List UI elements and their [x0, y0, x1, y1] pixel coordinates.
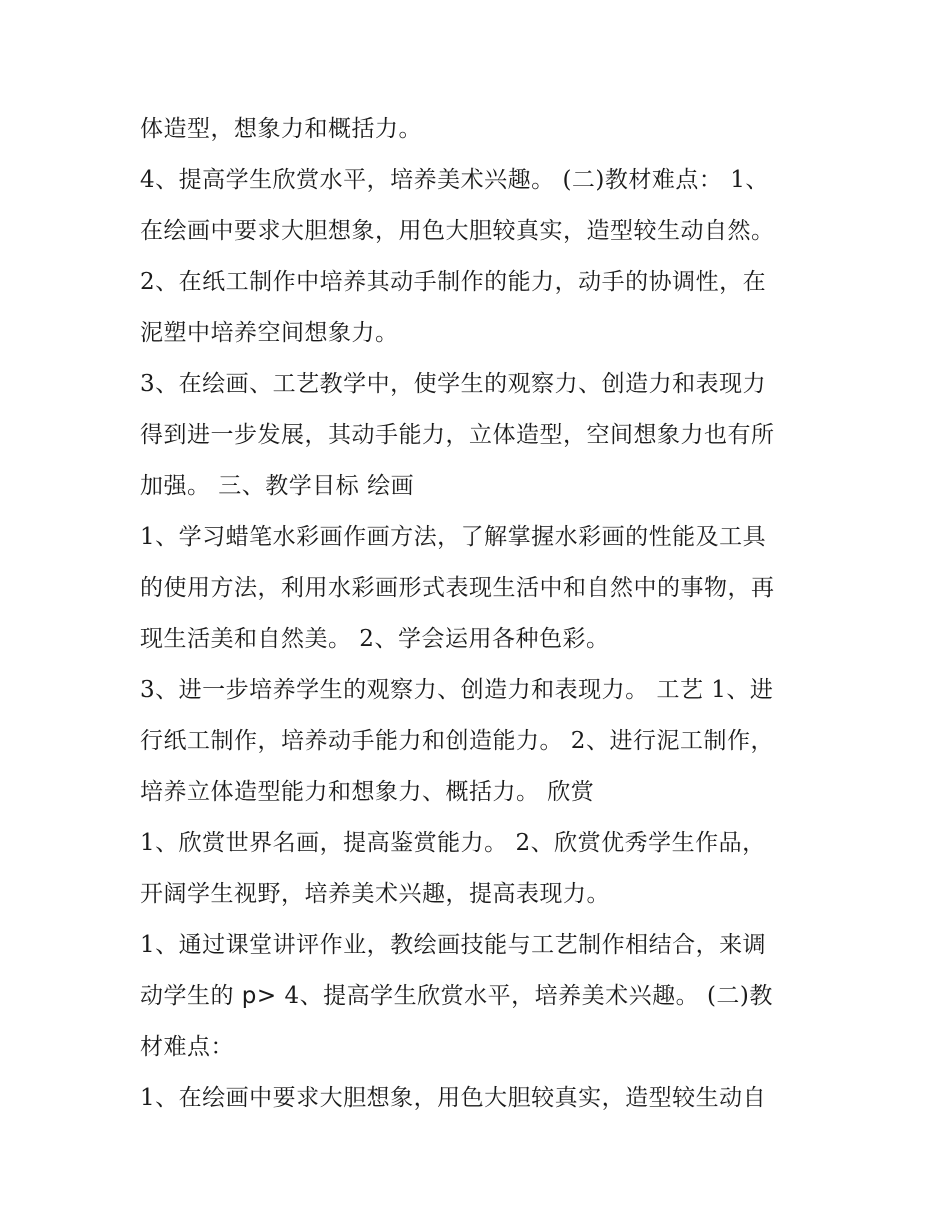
text-segment: 行纸工制作，培养动手能力和创造能力。 [140, 728, 563, 754]
text-segment: 加强。 三、教学目标 绘画 [140, 473, 415, 499]
text-line [140, 1032, 840, 1062]
text-line [140, 522, 840, 552]
text-line [140, 624, 840, 654]
text-segment: 1、通过课堂讲评作业，教绘画技能与工艺制作相结合，来调 [140, 932, 767, 958]
text-segment: 现生活美和自然美。 2、学会运用各种色彩。 [140, 626, 610, 652]
text-line [140, 165, 840, 195]
text-line [140, 879, 840, 909]
text-segment: 4、提高学生欣赏水平，培养美术兴趣。 (二)教 [276, 983, 773, 1009]
text-segment: 得到进一步发展，其动手能力，立体造型，空间想象力也有所 [140, 422, 775, 448]
text-line [140, 369, 840, 399]
text-line [140, 471, 840, 501]
text-line [140, 1083, 840, 1113]
text-line [140, 420, 840, 450]
text-segment: 在绘画中要求大胆想象，用色大胆较真实，造型较生动自然。 [140, 218, 775, 244]
text-line [140, 267, 840, 297]
text-segment: 材难点： [140, 1034, 234, 1060]
text-line [140, 318, 840, 348]
text-line [140, 828, 840, 858]
text-segment: 动学生的 p> [140, 983, 277, 1009]
text-segment: 3、进一步培养学生的观察力、创造力和表现力。 工艺 1、进 [140, 677, 774, 703]
text-segment: 2、进行泥工制作， [563, 728, 774, 754]
text-line [140, 216, 840, 246]
text-line [140, 114, 840, 144]
text-segment: 1、欣赏世界名画，提高鉴赏能力。 2、欣赏优秀学生作品， [140, 830, 766, 856]
text-segment: 的使用方法，利用水彩画形式表现生活中和自然中的事物，再 [140, 575, 775, 601]
text-segment: 泥塑中培养空间想象力。 [140, 320, 399, 346]
text-line [140, 573, 840, 603]
text-line [140, 930, 840, 960]
text-line [140, 675, 840, 705]
text-line [140, 777, 840, 807]
text-segment: 3、在绘画、工艺教学中，使学生的观察力、创造力和表现力 [140, 371, 767, 397]
text-line [140, 981, 840, 1011]
text-line [140, 726, 840, 756]
text-segment: 4、提高学生欣赏水平，培养美术兴趣。 (二)教材难点： 1、 [140, 167, 769, 193]
text-segment: 开阔学生视野，培养美术兴趣，提高表现力。 [140, 881, 610, 907]
text-segment: 体造型，想象力和概括力。 [140, 116, 422, 142]
text-segment: 2、在纸工制作中培养其动手制作的能力，动手的协调性，在 [140, 269, 767, 295]
text-segment: 1、学习蜡笔水彩画作画方法，了解掌握水彩画的性能及工具 [140, 524, 767, 550]
text-segment: 培养立体造型能力和想象力、概括力。 欣赏 [140, 779, 595, 805]
text-segment: 1、在绘画中要求大胆想象，用色大胆较真实，造型较生动自 [140, 1085, 767, 1111]
